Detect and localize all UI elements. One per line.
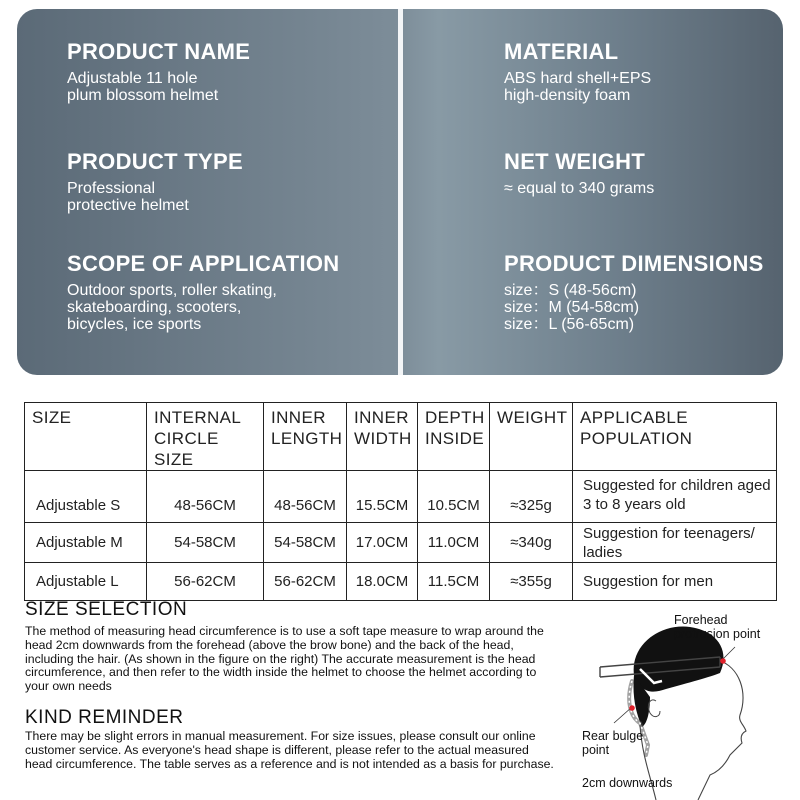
header-internal-circle-size: INTERNAL CIRCLE SIZE: [147, 403, 264, 471]
cell-internal-circle-size: 56-62CM: [147, 563, 264, 601]
product-type-label: PRODUCT TYPE: [67, 149, 243, 174]
scope-block: [67, 251, 339, 333]
header-weight: WEIGHT: [490, 403, 573, 471]
size-table: [24, 402, 777, 601]
cell-inner-width: 17.0CM: [347, 523, 418, 563]
material-label: MATERIAL: [504, 39, 619, 64]
table-row: [25, 523, 777, 563]
cell-depth-inside: 10.5CM: [418, 471, 490, 523]
cell-size: Adjustable S: [25, 471, 147, 523]
kind-reminder-body: There may be slight errors in manual measurement. For size issues, please consult our online customer service. As everyone's head shape is different, please refer to the actual measured head circumference. The table serves as a reference and is not intended as a basis for purchase.: [25, 729, 554, 771]
cell-internal-circle-size: 48-56CM: [147, 471, 264, 523]
kind-reminder-title: KIND REMINDER: [25, 707, 184, 728]
table-header-row: [25, 403, 777, 471]
cell-inner-length: 54-58CM: [264, 523, 347, 563]
product-name-label: PRODUCT NAME: [67, 39, 251, 64]
downwards-label: 2cm downwards: [582, 776, 673, 790]
size-selection-title: SIZE SELECTION: [25, 599, 188, 620]
net-weight-label: NET WEIGHT: [504, 149, 646, 174]
net-weight-block: [504, 149, 654, 197]
cell-size: Adjustable M: [25, 523, 147, 563]
header-inner-length: INNER LENGTH: [264, 403, 347, 471]
scope-value: Outdoor sports, roller skating, skateboarding, scooters, bicycles, ice sports: [67, 282, 277, 333]
header-depth-inside: DEPTH INSIDE: [418, 403, 490, 471]
cell-inner-length: 56-62CM: [264, 563, 347, 601]
product-name-block: [67, 39, 250, 104]
table-row: [25, 471, 777, 523]
rear-bulge-marker: [629, 705, 635, 711]
dimensions-label: PRODUCT DIMENSIONS: [504, 251, 764, 276]
cell-depth-inside: 11.5CM: [418, 563, 490, 601]
forehead-label: Forehead protrusion point: [674, 613, 761, 641]
cell-inner-width: 18.0CM: [347, 563, 418, 601]
header-inner-width: INNER WIDTH: [347, 403, 418, 471]
cell-population: Suggested for children aged 3 to 8 years old: [573, 471, 777, 523]
head-measurement-diagram: [570, 605, 800, 800]
header-size: SIZE: [25, 403, 147, 471]
cell-inner-width: 15.5CM: [347, 471, 418, 523]
material-block: [504, 39, 651, 104]
cell-size: Adjustable L: [25, 563, 147, 601]
product-type-value: Professional protective helmet: [67, 180, 189, 214]
cell-weight: ≈355g: [490, 563, 573, 601]
rear-bulge-label: Rear bulge point: [582, 729, 644, 757]
cell-weight: ≈325g: [490, 471, 573, 523]
product-type-block: [67, 149, 243, 214]
cell-depth-inside: 11.0CM: [418, 523, 490, 563]
dimensions-block: [504, 251, 764, 333]
cell-weight: ≈340g: [490, 523, 573, 563]
cell-inner-length: 48-56CM: [264, 471, 347, 523]
cell-population: Suggestion for men: [573, 563, 777, 601]
net-weight-value: ≈ equal to 340 grams: [504, 180, 655, 197]
header-applicable-population: APPLICABLE POPULATION: [573, 403, 777, 471]
panel-divider: [398, 9, 403, 375]
table-row: [25, 563, 777, 601]
material-value: ABS hard shell+EPS high-density foam: [504, 70, 652, 104]
dimensions-value: size：S (48-56cm) size：M (54-58cm) size：L (56-65cm): [504, 282, 640, 333]
size-selection-body: The method of measuring head circumference is to use a soft tape measure to wrap around the head 2cm downwards from the forehead (above the brow bone) and the back of the head, including the hair. (As shown in the figure on the right) The accurate measurement is the head circumference, and then refer to the width inside the helmet to choose the helmet according to your own needs: [25, 624, 544, 694]
product-name-value: Adjustable 11 hole plum blossom helmet: [67, 70, 219, 104]
scope-label: SCOPE OF APPLICATION: [67, 251, 340, 276]
forehead-marker: [720, 658, 726, 664]
product-info-panel: [17, 9, 783, 375]
cell-population: Suggestion for teenagers/ ladies: [573, 523, 777, 563]
cell-internal-circle-size: 54-58CM: [147, 523, 264, 563]
